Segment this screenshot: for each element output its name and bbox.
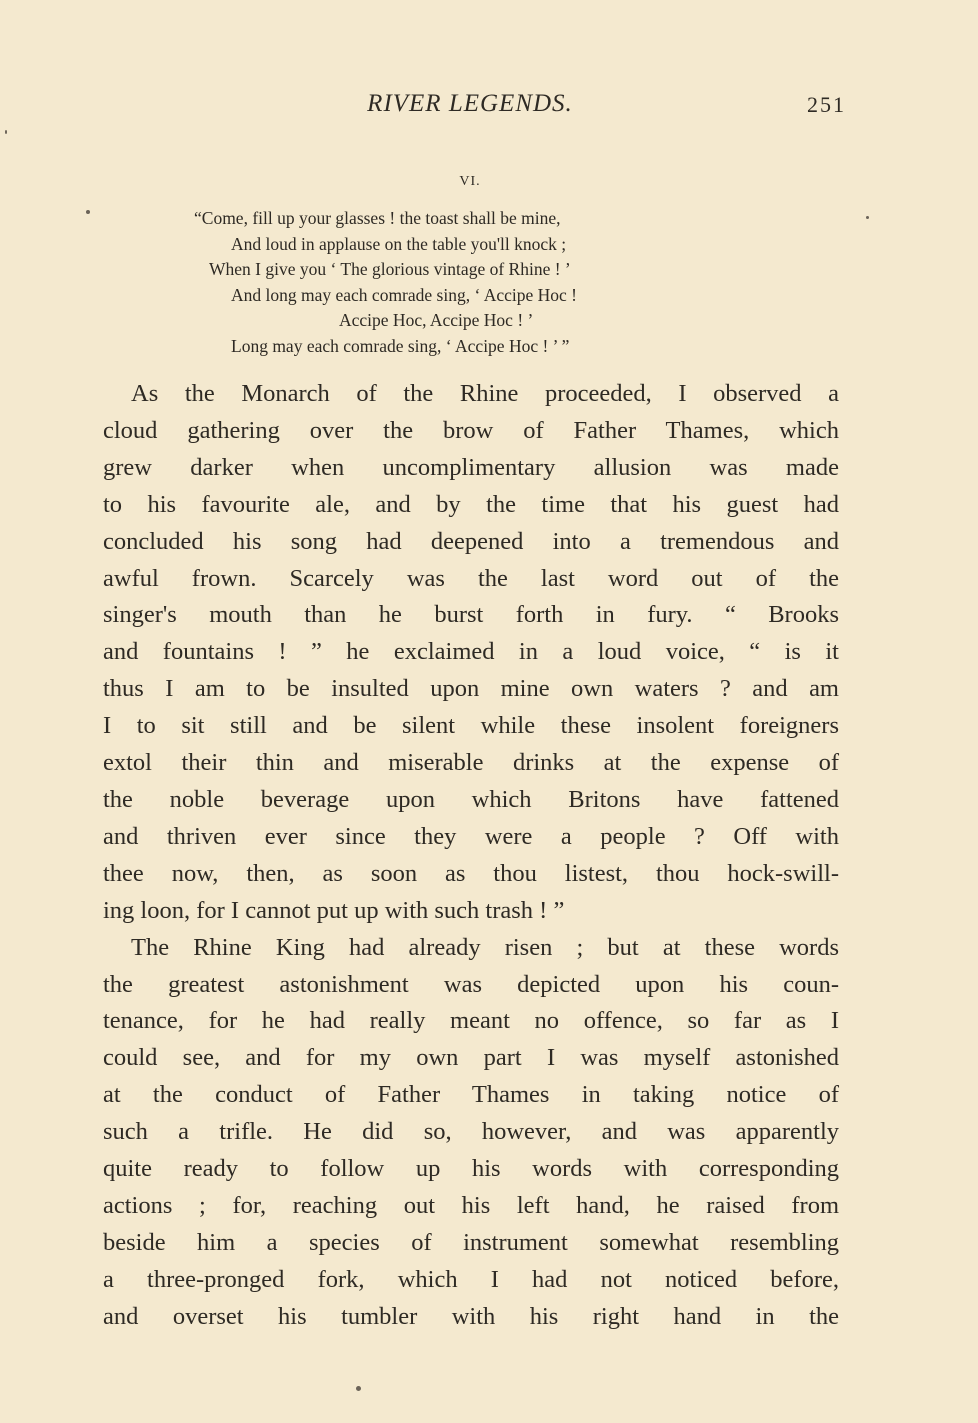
text-line: singer's mouth than he burst forth in fury. “ Brooks	[103, 601, 839, 629]
text-line: actions ; for, reaching out his left hand, he raised from	[103, 1191, 839, 1219]
text-line: grew darker when uncomplimentary allusion was made	[103, 453, 839, 481]
stanza-number: VI.	[459, 174, 481, 189]
speck	[5, 130, 7, 134]
text-line: the noble beverage upon which Britons have fattened	[103, 785, 839, 813]
verse-line: Long may each comrade sing, ‘ Accipe Hoc ! ’ ”	[231, 335, 570, 356]
paragraph	[103, 930, 839, 1336]
verse-line: And loud in applause on the table you'll knock ;	[231, 233, 567, 254]
paragraph	[103, 376, 839, 930]
verse-stanza	[0, 206, 940, 360]
prose-body	[103, 376, 839, 1336]
text-line: I to sit still and be silent while these insolent foreigners	[103, 712, 839, 740]
text-line: concluded his song had deepened into a tremendous and	[103, 527, 839, 555]
text-line: the greatest astonishment was depicted upon his coun-	[103, 970, 839, 998]
running-head	[0, 90, 978, 122]
speck	[86, 210, 90, 214]
speck	[356, 1386, 361, 1391]
text-line: The Rhine King had already risen ; but at these words	[131, 933, 839, 961]
text-line: at the conduct of Father Thames in taking notice of	[103, 1081, 839, 1109]
page-number: 251	[807, 92, 846, 117]
text-line: such a trifle. He did so, however, and was apparently	[103, 1118, 839, 1146]
text-line: As the Monarch of the Rhine proceeded, I observed a	[131, 380, 839, 407]
text-line: tenance, for he had really meant no offence, so far as I	[103, 1007, 839, 1035]
text-line: awful frown. Scarcely was the last word out of the	[103, 564, 839, 592]
verse-line: Accipe Hoc, Accipe Hoc ! ’	[339, 310, 534, 331]
text-line: a three-pronged fork, which I had not noticed before,	[103, 1265, 839, 1293]
text-line: and fountains ! ” he exclaimed in a loud voice, “ is it	[103, 638, 839, 666]
text-line: cloud gathering over the brow of Father Thames, which	[103, 416, 839, 444]
text-line: could see, and for my own part I was myself astonished	[103, 1044, 839, 1072]
text-line: quite ready to follow up his words with corresponding	[103, 1155, 839, 1183]
text-line: to his favourite ale, and by the time that his guest had	[103, 490, 839, 518]
text-line: beside him a species of instrument somewhat resembling	[103, 1228, 839, 1256]
verse-line: And long may each comrade sing, ‘ Accipe Hoc !	[231, 284, 577, 305]
text-line: and thriven ever since they were a people ? Off with	[103, 822, 839, 850]
text-line: extol their thin and miserable drinks at the expense of	[103, 749, 839, 777]
text-line: ing loon, for I cannot put up with such trash ! ”	[103, 896, 565, 924]
speck	[866, 216, 869, 219]
text-line: thus I am to be insulted upon mine own waters ? and am	[103, 675, 839, 703]
verse-line: “Come, fill up your glasses ! the toast shall be mine,	[194, 208, 561, 228]
verse-line: When I give you ‘ The glorious vintage of Rhine ! ’	[209, 259, 571, 280]
running-title: RIVER LEGENDS.	[367, 90, 573, 117]
text-line: and overset his tumbler with his right hand in the	[103, 1302, 839, 1330]
text-line: thee now, then, as soon as thou listest, thou hock-swill-	[103, 859, 839, 887]
